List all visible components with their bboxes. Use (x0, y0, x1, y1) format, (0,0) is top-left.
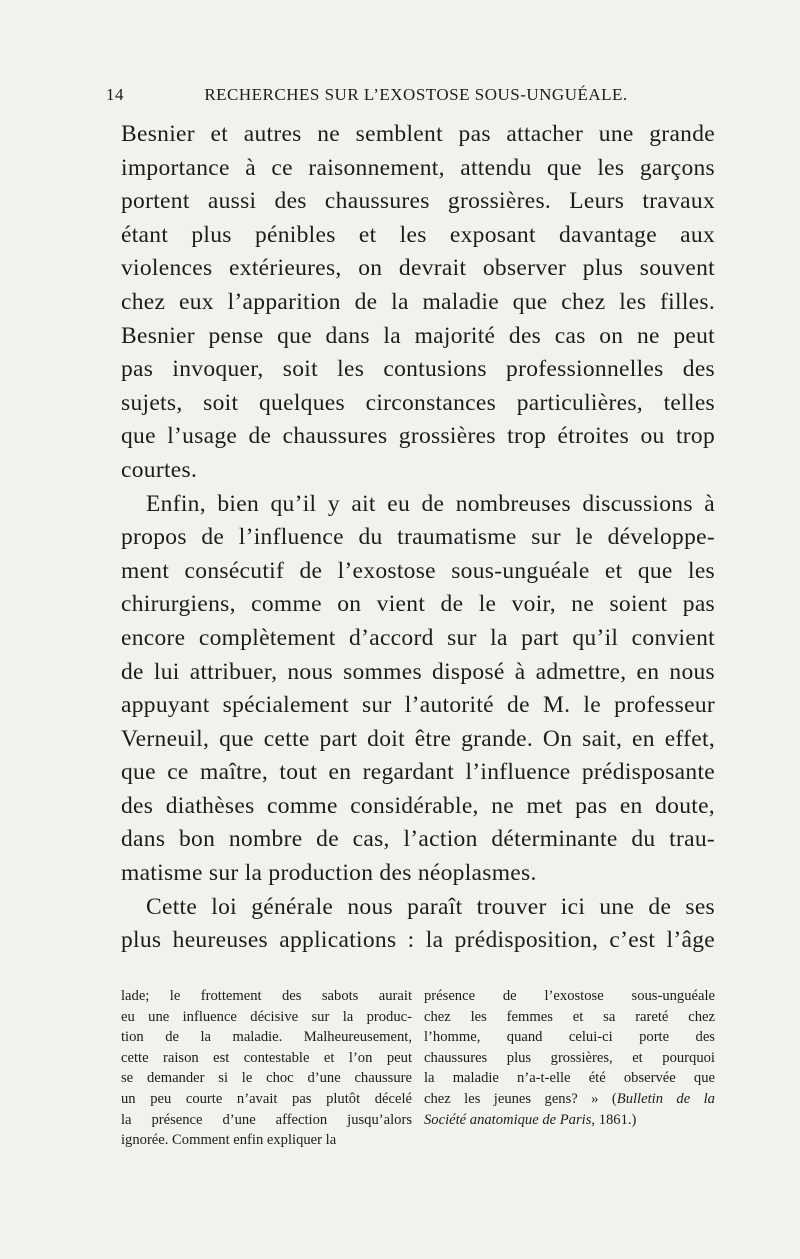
footnote-line: se demander si le choc d’une chaussure (121, 1070, 412, 1087)
footnote-line: la maladie n’a-t-elle été observée que (424, 1070, 715, 1087)
text-line: importance à ce raisonnement, attendu que les garçons (121, 154, 715, 181)
footnote-line: tion de la maladie. Malheureusement, (121, 1029, 412, 1046)
text-line: encore complètement d’accord sur la part qu’il convient (121, 624, 715, 651)
citation-close: ) (631, 1111, 637, 1128)
footnote-line: l’homme, quand celui-ci porte des (424, 1029, 715, 1046)
text-line: matisme sur la production des néoplasmes. (121, 860, 537, 887)
footnote-line-citation (424, 1110, 715, 1131)
text-line: de lui attribuer, nous sommes disposé à admettre, en nous (121, 658, 715, 685)
text-line: Enfin, bien qu’il y ait eu de nombreuses discussions à (146, 490, 715, 517)
text-line: que ce maître, tout en regardant l’influence prédisposante (121, 759, 715, 786)
footnote-line: un peu courte n’avait pas plutôt décelé (121, 1090, 412, 1107)
text-line: chirurgiens, comme on vient de le voir, ne soient pas (121, 591, 715, 618)
citation-society: Société anatomique de Paris (424, 1111, 592, 1128)
main-text (121, 118, 715, 958)
footnote-line: chez les femmes et sa rareté chez (424, 1008, 715, 1025)
page-number: 14 (106, 85, 124, 104)
text-line: plus heureuses applications : la prédisposition, c’est l’âge (121, 927, 715, 954)
footnote-line: lade; le frottement des sabots aurait (121, 988, 412, 1004)
text-line: dans bon nombre de cas, l’action déterminante du trau- (121, 826, 715, 853)
text-line: appuyant spécialement sur l’autorité de M. le professeur (121, 692, 715, 719)
text-line: pas invoquer, soit les contusions professionnelles des (121, 356, 715, 383)
footnote-column-right (424, 986, 715, 1151)
text-line: portent aussi des chaussures grossières. Leurs travaux (121, 188, 715, 215)
footnote-line: chaussures plus grossières, et pourquoi (424, 1049, 715, 1066)
text-line: que l’usage de chaussures grossières trop étroites ou trop (121, 423, 715, 450)
text-line: Besnier pense que dans la majorité des cas on ne peut (121, 322, 715, 349)
running-title: RECHERCHES SUR L’EXOSTOSE SOUS-UNGUÉALE. (204, 85, 628, 104)
footnote-column-left (121, 986, 412, 1151)
text-line: sujets, soit quelques circonstances particulières, telles (121, 389, 715, 416)
text-line: violences extérieures, on devrait observer plus souvent (121, 255, 715, 282)
text-line: des diathèses comme considérable, ne met pas en doute, (121, 792, 715, 819)
text-line: courtes. (121, 456, 198, 483)
footnote-line-citation (424, 1089, 715, 1110)
citation-year: , 1861. (591, 1111, 632, 1128)
footnote-line: la présence d’une affection jusqu’alors (121, 1111, 412, 1128)
footnote-line: ignorée. Comment enfin expliquer la (121, 1132, 337, 1149)
text-line: Besnier et autres ne semblent pas attacher une grande (121, 121, 715, 147)
footnotes (121, 986, 715, 1151)
text-line: étant plus pénibles et les exposant davantage aux (121, 221, 715, 248)
text-line: Cette loi générale nous paraît trouver ici une de ses (146, 893, 715, 920)
footnote-text: chez les jeunes gens? » ( (424, 1090, 617, 1107)
citation-journal: Bulletin de la (616, 1090, 715, 1107)
text-line: propos de l’influence du traumatisme sur le développe- (121, 524, 715, 551)
footnote-line: eu une influence décisive sur la produc- (121, 1008, 412, 1025)
text-line: chez eux l’apparition de la maladie que chez les filles. (121, 288, 715, 315)
footnote-line: présence de l’exostose sous-unguéale (424, 988, 715, 1004)
text-line: ment consécutif de l’exostose sous-unguéale et que les (121, 557, 715, 584)
footnote-line: cette raison est contestable et l’on peut (121, 1049, 412, 1066)
text-line: Verneuil, que cette part doit être grande. On sait, en effet, (121, 725, 715, 752)
